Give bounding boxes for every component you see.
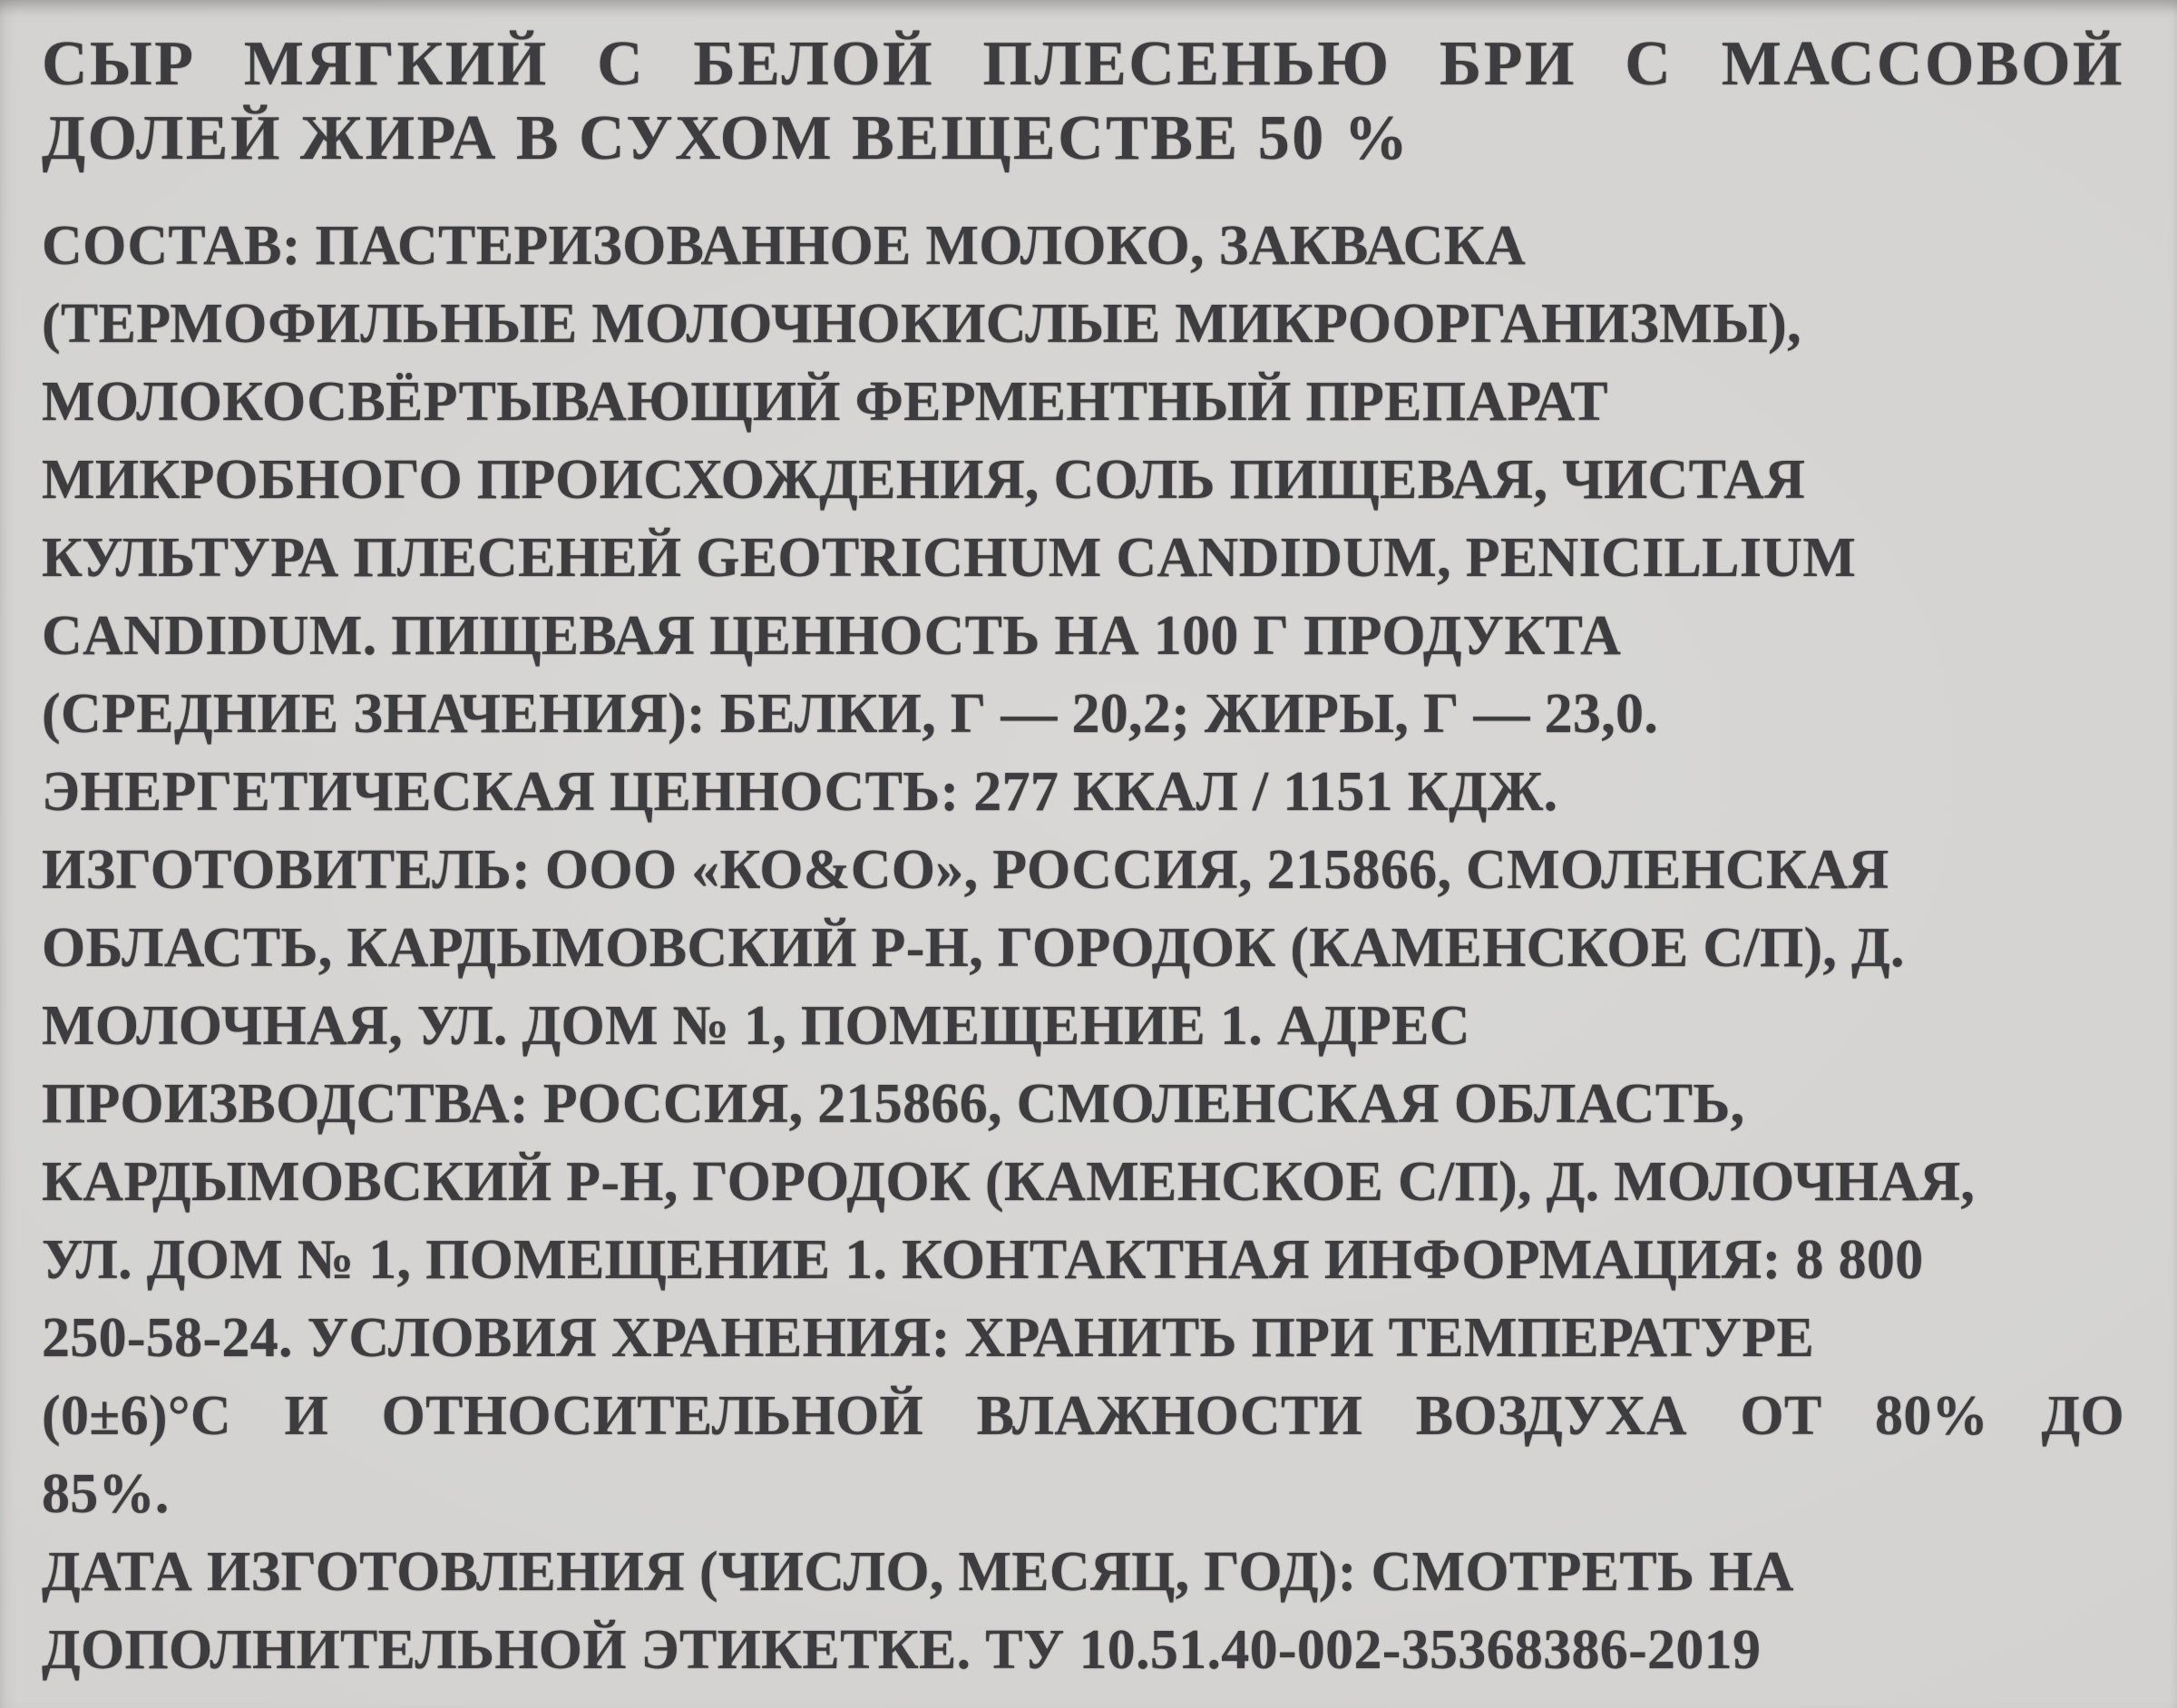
product-title-line-2: ДОЛЕЙ ЖИРА В СУХОМ ВЕЩЕСТВЕ 50 % xyxy=(42,103,1411,173)
label-line: КАРДЫМОВСКИЙ Р-Н, ГОРОДОК (КАМЕНСКОЕ С/П), Д. МОЛОЧНАЯ, xyxy=(42,1151,1976,1213)
label-line: (ТЕРМОФИЛЬНЫЕ МОЛОЧНОКИСЛЫЕ МИКРООРГАНИЗМЫ), xyxy=(42,293,1801,355)
label-line-tu-number: ДОПОЛНИТЕЛЬНОЙ ЭТИКЕТКЕ. ТУ 10.51.40-002-35368386-2019 xyxy=(42,1619,1762,1681)
label-line-nutrition-values: (СРЕДНИЕ ЗНАЧЕНИЯ): БЕЛКИ, Г — 20,2; ЖИРЫ, Г — 23,0. xyxy=(42,683,1659,745)
label-line: МИКРОБНОГО ПРОИСХОЖДЕНИЯ, СОЛЬ ПИЩЕВАЯ, ЧИСТАЯ xyxy=(42,449,1806,511)
label-line-composition: СОСТАВ: ПАСТЕРИЗОВАННОЕ МОЛОКО, ЗАКВАСКА xyxy=(42,215,1527,277)
label-line: МОЛОКОСВЁРТЫВАЮЩИЙ ФЕРМЕНТНЫЙ ПРЕПАРАТ xyxy=(42,371,1608,433)
product-title xyxy=(42,27,2124,176)
label-line: (0±6)°С И ОТНОСИТЕЛЬНОЙ ВЛАЖНОСТИ ВОЗДУХА ОТ 80% ДО xyxy=(42,1385,2124,1447)
label-line: МОЛОЧНАЯ, УЛ. ДОМ № 1, ПОМЕЩЕНИЕ 1. АДРЕС xyxy=(42,995,1470,1057)
label-body-text xyxy=(42,207,2124,1689)
label-line-contact-info: УЛ. ДОМ № 1, ПОМЕЩЕНИЕ 1. КОНТАКТНАЯ ИНФОРМАЦИЯ: 8 800 xyxy=(42,1229,1924,1291)
label-line: ОБЛАСТЬ, КАРДЫМОВСКИЙ Р-Н, ГОРОДОК (КАМЕНСКОЕ С/П), Д. xyxy=(42,917,1905,979)
label-line-production-address: ПРОИЗВОДСТВА: РОССИЯ, 215866, СМОЛЕНСКАЯ ОБЛАСТЬ, xyxy=(42,1073,1745,1135)
label-line: КУЛЬТУРА ПЛЕСЕНЕЙ GEOTRICHUM CANDIDUM, PENICILLIUM xyxy=(42,527,1857,589)
label-line-nutrition: CANDIDUM. ПИЩЕВАЯ ЦЕННОСТЬ НА 100 Г ПРОДУКТА xyxy=(42,605,1622,667)
label-line-manufacturer: ИЗГОТОВИТЕЛЬ: ООО «КО&СО», РОССИЯ, 215866, СМОЛЕНСКАЯ xyxy=(42,839,1889,901)
label-line-energy-value: ЭНЕРГЕТИЧЕСКАЯ ЦЕННОСТЬ: 277 ККАЛ / 1151 КДЖ. xyxy=(42,761,1558,823)
product-title-line-1: СЫР МЯГКИЙ С БЕЛОЙ ПЛЕСЕНЬЮ БРИ С МАССОВОЙ xyxy=(42,29,2124,99)
label-line: 85%. xyxy=(42,1463,170,1525)
label-line-manufacture-date: ДАТА ИЗГОТОВЛЕНИЯ (ЧИСЛО, МЕСЯЦ, ГОД): СМОТРЕТЬ НА xyxy=(42,1541,1794,1603)
label-line-storage-conditions: 250-58-24. УСЛОВИЯ ХРАНЕНИЯ: ХРАНИТЬ ПРИ ТЕМПЕРАТУРЕ xyxy=(42,1307,1815,1369)
